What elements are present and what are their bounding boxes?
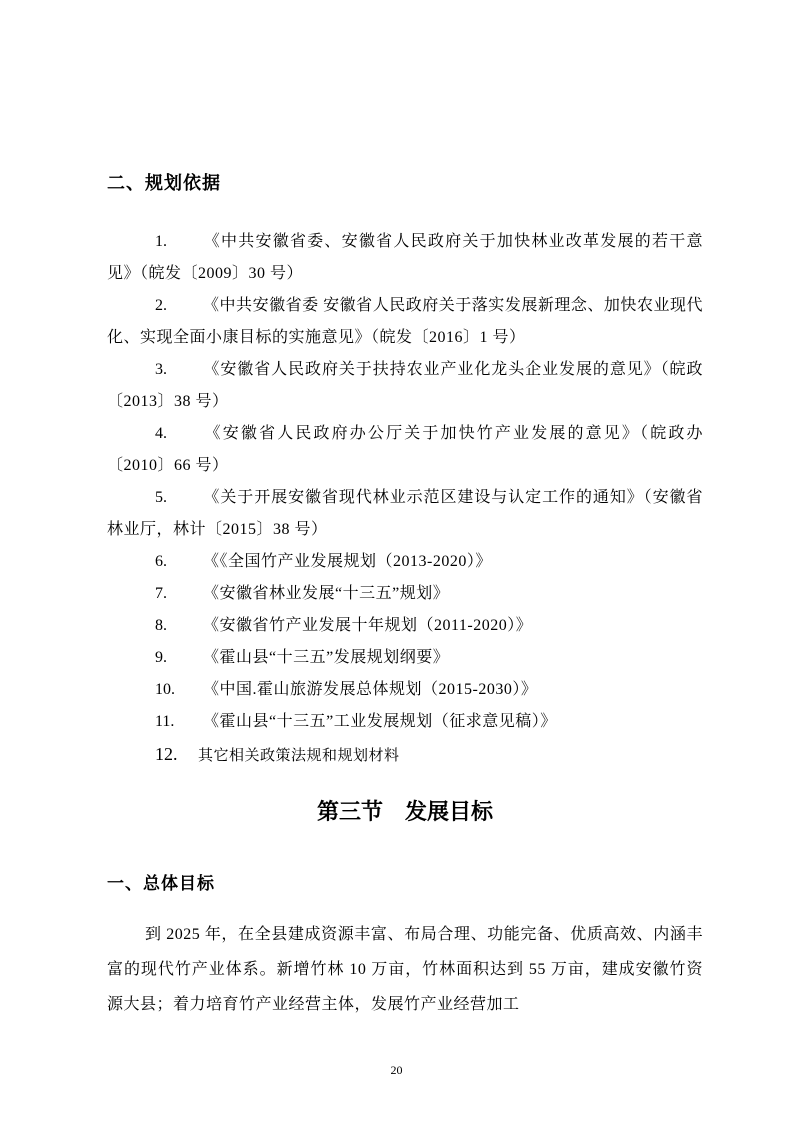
subsection-heading-overall-goals: 一、总体目标: [107, 874, 215, 893]
list-item-number: 2.: [155, 297, 167, 314]
list-item-number: 5.: [155, 489, 167, 506]
list-item-number: 4.: [155, 425, 167, 442]
page-content: [107, 170, 703, 1022]
list-item-text: 《中国.霍山旅游发展总体规划（2015-2030）》: [203, 681, 538, 698]
list-item-number: 3.: [155, 361, 167, 378]
list-item-number: 6.: [155, 553, 167, 570]
list-item: [107, 482, 703, 546]
list-item: [107, 706, 703, 738]
list-item-number: 1.: [155, 233, 167, 250]
list-item-number: 12.: [155, 744, 178, 764]
list-item: [107, 610, 703, 642]
reference-list: [107, 226, 703, 772]
list-item-text: 《安徽省竹产业发展十年规划（2011-2020）》: [203, 617, 533, 634]
list-item-text: 其它相关政策法规和规划材料: [198, 748, 400, 764]
chapter-heading-development-goals: 第三节 发展目标: [316, 799, 493, 824]
list-item: [107, 418, 703, 482]
list-item-text: 《安徽省人民政府办公厅关于加快竹产业发展的意见》（皖政办〔2010〕66 号）: [107, 425, 703, 474]
section-heading-planning-basis: 二、规划依据: [107, 173, 221, 193]
list-item-text: 《霍山县“十三五”工业发展规划（征求意见稿）》: [203, 713, 557, 730]
list-item: [107, 578, 703, 610]
list-item-number: 9.: [155, 649, 167, 666]
list-item: [107, 290, 703, 354]
list-item-number: 8.: [155, 617, 167, 634]
goals-paragraph: 到 2025 年，在全县建成资源丰富、布局合理、功能完备、优质高效、内涵丰富的现代竹产业体系。新增竹林 10 万亩，竹林面积达到 55 万亩，建成安徽竹资源大县；着力培育竹产业经营主体，发展竹产业经营加工: [107, 926, 703, 1013]
list-item-text: 《中共安徽省委 安徽省人民政府关于落实发展新理念、加快农业现代化、实现全面小康目标的实施意见》（皖发〔2016〕1 号）: [107, 297, 703, 346]
list-item: [107, 674, 703, 706]
list-item-number: 7.: [155, 585, 167, 602]
list-item-number: 10.: [155, 681, 175, 698]
list-item-text: 《霍山县“十三五”发展规划纲要》: [203, 649, 450, 666]
list-item-text: 《《全国竹产业发展规划（2013-2020）》: [203, 553, 492, 570]
list-item: [107, 226, 703, 290]
list-item-text: 《安徽省人民政府关于扶持农业产业化龙头企业发展的意见》（皖政〔2013〕38 号）: [107, 361, 703, 410]
list-item-text: 《安徽省林业发展“十三五”规划》: [203, 585, 450, 602]
list-item: [107, 642, 703, 674]
list-item: [107, 354, 703, 418]
list-item: [107, 546, 703, 578]
list-item-text: 《中共安徽省委、安徽省人民政府关于加快林业改革发展的若干意见》（皖发〔2009〕30 号）: [107, 233, 703, 282]
list-item-text: 《关于开展安徽省现代林业示范区建设与认定工作的通知》（安徽省林业厅，林计〔2015〕38 号）: [107, 489, 703, 538]
page-number: 20: [390, 1063, 403, 1077]
list-item-number: 11.: [155, 713, 175, 730]
list-item: [107, 738, 703, 772]
